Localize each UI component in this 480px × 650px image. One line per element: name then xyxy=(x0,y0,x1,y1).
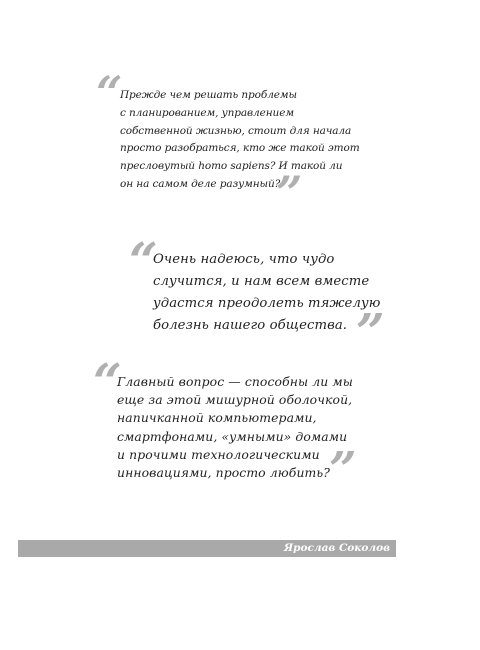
open-quote-mark-icon: “ xyxy=(129,231,158,290)
close-quote-mark-icon: ” xyxy=(276,166,303,220)
quote-line: случится, и нам всем вместе xyxy=(153,274,370,289)
quote-line: с планированием, управлением xyxy=(120,106,294,119)
quote-line: удастся преодолеть тяжелую xyxy=(153,296,381,311)
quote-line: Прежде чем решать проблемы xyxy=(120,89,297,101)
quote-line: и прочими технологическими xyxy=(117,446,320,462)
quote-line: напичканной компьютерами, xyxy=(117,410,317,426)
author-name: Ярослав Соколов xyxy=(283,542,390,554)
quote-line: болезнь нашего общества. xyxy=(153,318,348,333)
close-quote-mark-icon: ” xyxy=(329,442,357,498)
author-bar xyxy=(18,540,396,557)
quote-line: еще за этой мишурной оболочкой, xyxy=(117,392,353,408)
quote-line: собственной жизнью, стоит для начала xyxy=(120,124,352,137)
quote-line: смартфонами, «умными» домами xyxy=(117,428,348,444)
quote-block-3 xyxy=(117,373,353,482)
quote-line: пресловутый homo sapiens? И такой ли xyxy=(120,160,343,173)
quote-block-1 xyxy=(120,87,360,194)
quote-block-2 xyxy=(153,249,380,337)
quote-line: инновациями, просто любить? xyxy=(117,465,330,481)
quote-line: Очень надеюсь, что чудо xyxy=(153,252,335,267)
quote-line: он на самом деле разумный? xyxy=(120,177,281,190)
close-quote-mark-icon: ” xyxy=(356,302,385,361)
open-quote-mark-icon: “ xyxy=(93,352,122,411)
quote-line: Главный вопрос — способны ли мы xyxy=(117,374,353,389)
open-quote-mark-icon: “ xyxy=(96,66,123,120)
quote-line: просто разобраться, кто же такой этот xyxy=(120,142,360,155)
